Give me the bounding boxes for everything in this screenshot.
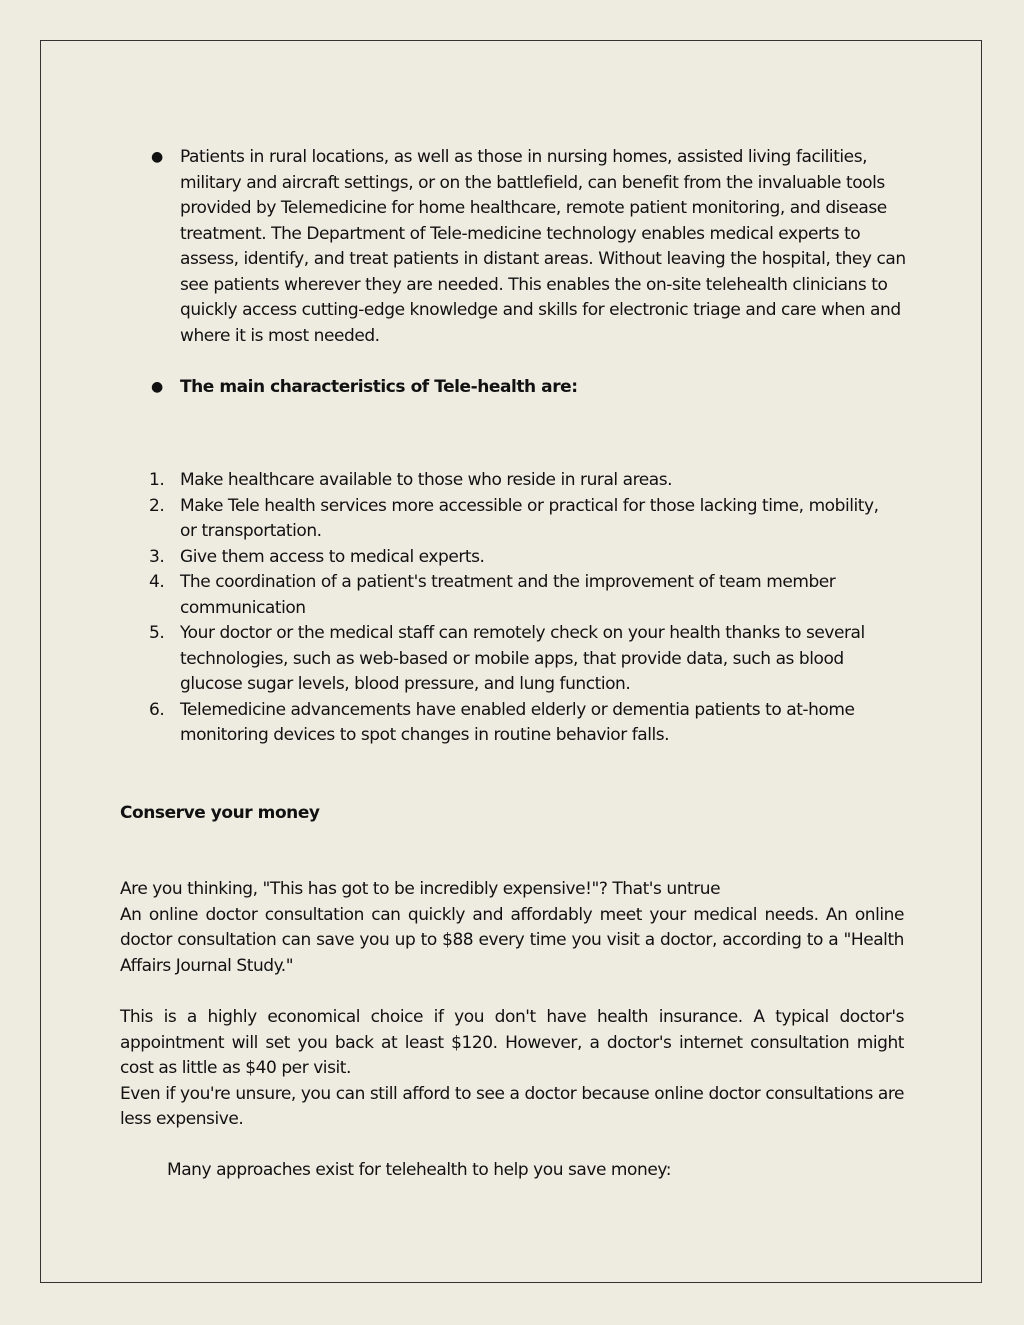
characteristics-list	[120, 468, 900, 749]
bullet-icon: ●	[151, 149, 163, 165]
bullet-icon: ●	[151, 379, 163, 395]
list-number: 3.	[149, 546, 165, 567]
bullet-list-heading	[120, 375, 910, 401]
list-item	[120, 621, 900, 698]
list-number: 1.	[149, 470, 165, 490]
list-item-text: Your doctor or the medical staff can remotely check on your health thanks to several technologies, such as web-based or mobile apps, that provide data, such as blood glucose sugar levels, blood pressure, and lung function.	[180, 623, 865, 694]
list-item	[120, 570, 900, 621]
characteristics-heading: The main characteristics of Tele-health are:	[180, 377, 578, 397]
list-item-text: Make healthcare available to those who reside in rural areas.	[180, 470, 673, 490]
list-number: 5.	[149, 623, 165, 643]
list-item-text: The coordination of a patient's treatment and the improvement of team member communication	[180, 572, 836, 618]
list-number: 6.	[149, 699, 165, 720]
list-number: 2.	[149, 495, 165, 516]
money-body	[120, 877, 904, 979]
bullet-item-characteristics-heading	[120, 375, 910, 401]
bullet-list	[120, 145, 910, 349]
intro-line: Are you thinking, "This has got to be incredibly expensive!"? That's untrue	[120, 879, 721, 899]
section-heading: Conserve your money	[120, 803, 320, 823]
paragraph-insurance: This is a highly economical choice if you don't have health insurance. A typical doctor's appointment will set you back at least $120. However, a doctor's internet consultation might cost as little as $40 per visit.	[120, 1007, 904, 1078]
list-item	[120, 494, 900, 545]
list-item	[120, 545, 900, 571]
list-item-text: Give them access to medical experts.	[180, 546, 485, 567]
list-item-text: Make Tele health services more accessible or practical for those lacking time, mobility, or transportation.	[180, 495, 879, 541]
list-item	[120, 468, 900, 494]
list-item-text: Telemedicine advancements have enabled elderly or dementia patients to at-home monitoring devices to spot changes in routine behavior falls.	[180, 699, 855, 745]
money-body-2	[120, 1005, 904, 1133]
paragraph-online-consultation: An online doctor consultation can quickly and affordably meet your medical needs. An online doctor consultation can save you up to $88 every time you visit a doctor, according to a "Health Affairs Journal Study."	[120, 904, 904, 976]
list-number: 4.	[149, 572, 165, 592]
closing-line: Many approaches exist for telehealth to help you save money:	[167, 1160, 671, 1180]
paragraph-afford: Even if you're unsure, you can still afford to see a doctor because online doctor consultations are less expensive.	[120, 1083, 904, 1129]
bullet-text: Patients in rural locations, as well as those in nursing homes, assisted living facilities, military and aircraft settings, or on the battlefield, can benefit from the invaluable tools provided by Telemedicine for home healthcare, remote patient monitoring, and disease treatment. The Department of Tele-medicine technology enables medical experts to assess, identify, and treat patients in distant areas. Without leaving the hospital, they can see patients wherever they are needed. This enables the on-site telehealth clinicians to quickly access cutting-edge knowledge and skills for electronic triage and care when and where it is most needed.	[180, 147, 906, 346]
bullet-item-patients	[120, 145, 910, 349]
list-item	[120, 698, 900, 749]
